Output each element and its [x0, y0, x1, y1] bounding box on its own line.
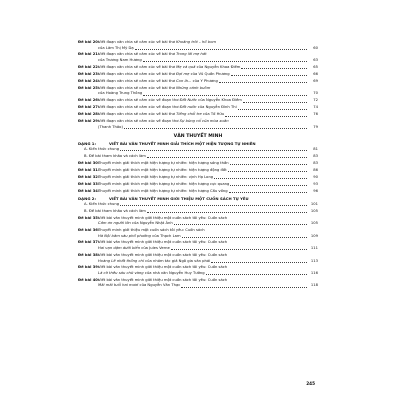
toc-entry-label: Đề bài 35: — [78, 215, 100, 220]
toc-entry-label: Đề bài 33: — [78, 181, 100, 186]
leader-dots — [182, 237, 307, 238]
work-title: Khoảng trời – hố bom — [176, 40, 216, 44]
leader-dots — [241, 68, 307, 69]
toc-entry-text: Viết bài văn thuyết minh giới thiệu một cuốn sách tôi yêu: Cuốn sách — [98, 240, 228, 245]
toc-part-title: VIẾT BÀI VĂN THUYẾT MINH GIỚI THIỆU MỘT CUỐN SÁCH TỰ YÊU — [109, 195, 249, 201]
work-title: Mẹ và quả — [176, 64, 196, 69]
toc-entry-label: Đề bài 26: — [78, 98, 100, 103]
work-title: Đợi mẹ — [176, 71, 190, 76]
toc-entry-text: Viết bài văn thuyết minh giới thiệu một cuốn sách tôi yêu: Cuốn sách — [98, 215, 228, 220]
toc-page-number: 65 — [313, 64, 318, 69]
toc-page-number: 105 — [310, 221, 318, 226]
toc-entry-text: Viết đoạn văn chia sẻ cảm xúc về bài thơ Những cánh buồm — [98, 85, 211, 90]
section-heading: VĂN THUYẾT MINH — [173, 134, 223, 140]
toc-entry-label: Đề bài 24: — [78, 78, 100, 83]
toc-entry-text: của Hoàng Trung Thông — [98, 91, 143, 96]
leader-dots — [238, 109, 307, 110]
toc-part-label: DẠNG 1: — [78, 141, 97, 147]
toc-entry-text: Mãi mãi tuổi hai mươi của Nguyễn Văn Thạc — [98, 283, 181, 288]
toc-entry-text: của Trương Nam Hương — [98, 58, 142, 63]
toc-page-number: 81 — [313, 147, 318, 152]
toc-entry-text: Viết bài văn thuyết minh giới thiệu một cuốn sách tôi yêu: Cuốn sách — [98, 277, 228, 282]
toc-page-number: 116 — [310, 270, 318, 275]
leader-dots — [143, 61, 307, 62]
toc-entry-label: Đề bài 39: — [78, 265, 100, 270]
toc-entry-label: Đề bài 21: — [78, 52, 100, 57]
table-of-contents — [78, 40, 318, 396]
toc-page-number: 111 — [310, 246, 318, 251]
toc-subsection-label: B. Đề bài tham khảo và cách làm — [84, 154, 146, 158]
leader-dots — [147, 212, 307, 213]
work-title: Hoàng Lê nhất thống chí — [98, 258, 144, 263]
toc-page-number: 83 — [313, 154, 318, 158]
toc-page-number: 93 — [313, 181, 318, 186]
toc-entry-text: Thuyết minh giải thích một hiện tượng tự nhiên: vịnh Hạ Long — [98, 174, 214, 179]
leader-dots — [225, 116, 307, 117]
leader-dots — [120, 150, 307, 151]
toc-entry-label: Đề bài 30: — [78, 160, 100, 165]
leader-dots — [171, 249, 307, 250]
toc-entry-label: Đề bài 28: — [78, 112, 100, 117]
toc-entry-text: Viết đoạn văn chia sẻ cảm xúc về bài thơ Đợi mẹ của Vũ Quần Phương — [98, 71, 230, 76]
toc-page-number: 74 — [313, 105, 318, 110]
toc-entry-label: Đề bài 40: — [78, 277, 100, 282]
toc-page-number: 109 — [310, 233, 318, 238]
leader-dots — [229, 192, 307, 193]
toc-subsection-label: A. Kiến thức chung — [84, 147, 120, 152]
work-title: Hai vạn dặm dưới biển — [98, 246, 141, 251]
toc-part-label: DẠNG 2: — [78, 195, 97, 201]
toc-entry-text: Thuyết minh giải thích một hiện tượng tự nhiên: hiện tượng động đất — [98, 167, 227, 172]
toc-entry-label: Đề bài 25: — [78, 85, 100, 90]
toc-entry-text: Viết bài văn thuyết minh giới thiệu một cuốn sách tôi yêu: Cuốn sách — [98, 252, 228, 257]
leader-dots — [181, 287, 307, 288]
leader-dots — [228, 171, 307, 172]
toc-subsection-label: A. Kiến thức chung — [84, 201, 120, 206]
toc-page-number: 101 — [310, 201, 318, 206]
toc-page-number: 63 — [313, 58, 318, 63]
toc-entry-text: Viết đoạn văn chia sẻ cảm xúc về đoạn thơ Sự bùng nổ của mùa xuân — [98, 119, 229, 124]
toc-subsection-label: B. Đề bài tham khảo và cách làm — [84, 208, 146, 213]
toc-entry-text: Lá cờ thêu sáu chữ vàng của nhà văn Nguyễn Huy Tưởng — [98, 270, 205, 275]
toc-page-number: 69 — [313, 78, 318, 83]
work-title: Hà Nội băm sáu phố phường — [98, 233, 152, 238]
leader-dots — [120, 205, 307, 206]
toc-entry-label: Đề bài 22: — [78, 64, 100, 69]
work-title: Mãi mãi tuổi hai mươi — [98, 283, 139, 288]
toc-page-number: 83 — [313, 160, 318, 165]
leader-dots — [230, 164, 307, 165]
toc-entry-label: Đề bài 27: — [78, 105, 100, 110]
toc-entry-text: Viết đoạn văn chia sẻ cảm xúc về bài thơ Tiếng chổi tre của Tố Hữu — [98, 112, 225, 117]
work-title: Con là... — [176, 78, 192, 83]
leader-dots — [206, 274, 307, 275]
toc-entry-text: (Thanh Thảo) — [98, 124, 123, 129]
toc-entry-text: Cảm ơn người lớn của Nguyễn Nhật Ánh — [98, 221, 173, 226]
work-title: Lá cờ thêu sáu chữ vàng — [98, 270, 144, 275]
leader-dots — [214, 178, 307, 179]
toc-entry-label: Đề bài 34: — [78, 188, 100, 193]
toc-page-number: 113 — [310, 258, 318, 263]
toc-entry-text: Thuyết minh giải thích một hiện tượng tự nhiên: hiện tượng sóng thần — [98, 160, 229, 165]
toc-part-title: VIẾT BÀI VĂN THUYẾT MINH GIẢI THÍCH MỘT HIỆN TƯỢNG TỰ NHIÊN — [109, 141, 256, 147]
leader-dots — [124, 128, 307, 129]
leader-dots — [211, 262, 307, 263]
toc-entry-label: Đề bài 31: — [78, 167, 100, 172]
toc-entry-label: Đề bài 32: — [78, 174, 100, 179]
toc-entry-text: Viết bài văn thuyết minh giới thiệu một cuốn sách tôi yêu: Cuốn sách — [98, 265, 228, 270]
leader-dots — [174, 224, 307, 225]
leader-dots — [147, 157, 307, 158]
leader-dots — [231, 75, 307, 76]
toc-entry-text: Hoàng Lê nhất thống chí của nhóm tác giả Ngô gia văn phái — [98, 258, 211, 263]
work-title: Đất Nước — [179, 98, 197, 103]
toc-page-number: 90 — [313, 174, 318, 179]
leader-dots — [219, 82, 307, 83]
work-title: Những cánh buồm — [176, 85, 211, 90]
toc-page-number: 118 — [310, 283, 318, 288]
toc-entry-label: Đề bài 29: — [78, 119, 100, 124]
toc-page-number: 70 — [313, 91, 318, 96]
toc-entry-text: Thuyết minh giải thích một hiện tượng tự nhiên: hiện tượng cực quang — [98, 181, 230, 186]
leader-dots — [230, 185, 307, 186]
work-title: Cảm ơn người lớn — [98, 221, 131, 226]
toc-entry-text: Thuyết minh giải thích một hiện tượng tự nhiên: hiện tượng Cầu vồng — [98, 188, 228, 193]
toc-entry-text: Viết đoạn văn chia sẻ cảm xúc về đoạn thơ Đất Nước của Nguyễn Khoa Điềm — [98, 98, 242, 103]
toc-entry-text: Hà Nội băm sáu phố phường của Thạch Lam — [98, 233, 181, 238]
leader-dots — [143, 95, 307, 96]
leader-dots — [243, 102, 307, 103]
work-title: Sự bùng nổ của mùa xuân — [179, 119, 229, 124]
toc-page-number: 79 — [313, 124, 318, 129]
toc-entry-text: Viết đoạn văn chia sẻ cảm xúc về bài thơ Con là... của Y Phương — [98, 78, 218, 83]
toc-entry-text: Thuyết minh giới thiệu một cuốn sách tôi yêu: Cuốn sách — [98, 227, 205, 232]
leader-dots — [135, 49, 307, 50]
page-number: 245 — [306, 381, 315, 386]
toc-entry-label: Đề bài 38: — [78, 252, 100, 257]
work-title: Tiếng chổi tre — [176, 112, 202, 117]
toc-entry-label: Đề bài 23: — [78, 71, 100, 76]
toc-entry-text: của Lâm Thị Mỹ Dạ — [98, 45, 134, 50]
toc-page-number: 66 — [313, 71, 318, 76]
toc-entry-text: Viết đoạn văn chia sẻ cảm xúc về bài thơ Trong lời mẹ hát — [98, 52, 207, 57]
work-title: Đất nước — [179, 105, 197, 110]
toc-page-number: 96 — [313, 188, 318, 193]
toc-entry-text: Viết đoạn văn chia sẻ cảm xúc về bài thơ Khoảng trời – hố bom — [98, 40, 216, 44]
toc-entry-text: Viết đoạn văn chia sẻ cảm xúc về đoạn thơ Đất nước của Nguyễn Đình Thi — [98, 105, 237, 110]
toc-entry-label: Đề bài 20: — [78, 40, 100, 44]
toc-entry-text: Viết đoạn văn chia sẻ cảm xúc về bài thơ Mẹ và quả của Nguyễn Khoa Điềm — [98, 64, 241, 69]
toc-page-number: 72 — [313, 98, 318, 103]
toc-page-number: 105 — [310, 208, 318, 213]
toc-entry-label: Đề bài 36: — [78, 227, 100, 232]
toc-entry-text: Hai vạn dặm dưới biển của Jules Verne — [98, 246, 170, 251]
toc-page-number: 76 — [313, 112, 318, 117]
toc-entry-label: Đề bài 37: — [78, 240, 100, 245]
toc-page-number: 60 — [313, 45, 318, 50]
work-title: Trong lời mẹ hát — [176, 52, 207, 57]
toc-page-number: 86 — [313, 167, 318, 172]
